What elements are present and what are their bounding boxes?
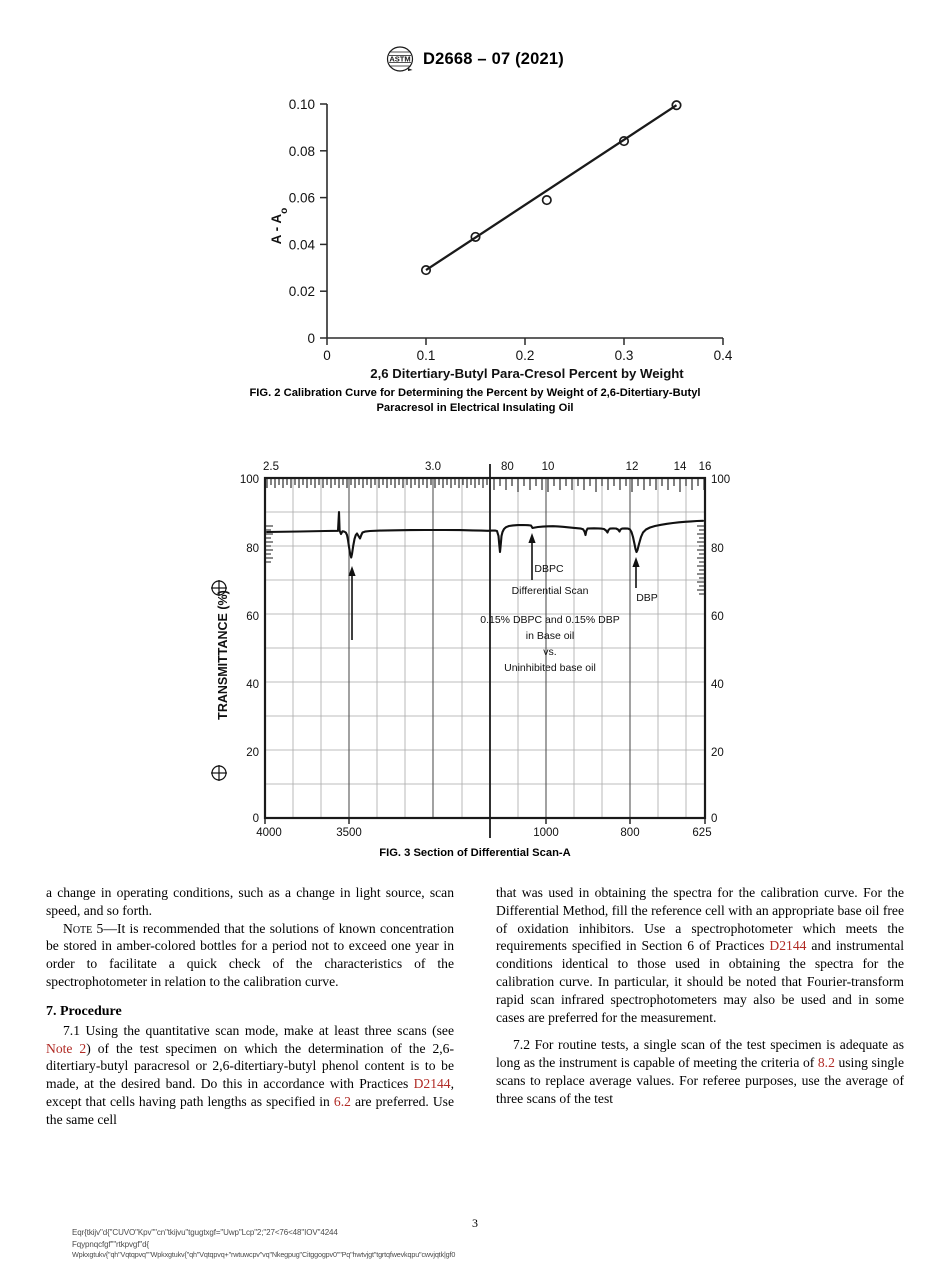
- registration-mark-bottom: [211, 765, 227, 781]
- figure-2-caption-line1: FIG. 2 Calibration Curve for Determining the Percent by Weight of 2,6-Ditertiary-Butyl: [249, 387, 701, 399]
- svg-text:2.5: 2.5: [263, 461, 279, 473]
- svg-text:3500: 3500: [336, 827, 362, 839]
- svg-text:10: 10: [541, 461, 555, 473]
- fig3-bottom-axis-labels: [256, 827, 711, 839]
- fig3-label-desc-1: 0.15% DBPC and 0.15% DBP: [480, 614, 620, 626]
- fig3-top-tick-ruler: [267, 478, 704, 492]
- p71-part-d: are preferred. Use the same cell: [46, 1093, 454, 1127]
- figure-3-svg: [205, 440, 745, 840]
- link-6-2[interactable]: 6.2: [333, 1093, 351, 1109]
- fig3-y-axis-title: TRANSMITTANCE (%): [216, 590, 230, 720]
- figure-2-calibration-curve: [0, 86, 950, 382]
- link-d2144[interactable]: D2144: [413, 1076, 451, 1092]
- svg-text:100: 100: [711, 474, 731, 486]
- fig3-label-dbpc: DBPC: [534, 563, 564, 575]
- svg-text:80: 80: [246, 543, 259, 555]
- paragraph-continuation: a change in operating conditions, such as a change in light source, scan speed, and so forth.: [46, 885, 454, 918]
- pr-part-b: and instrumental conditions identical to those used in obtaining the spectra for the calibration curve. In particular, it should be noted that Fourier-transform rapid scan infrared spectrophotometers may also be used and in some cases are preferred for the measurement.: [496, 938, 904, 1025]
- note-5-text: —It is recommended that the solutions of known concentration be stored in amber-colored bottles for a period not to exceed one year in order to facilitate a quick check of the characteristics of the spectrophotometer in relation to the calibration curve.: [46, 920, 454, 989]
- svg-text:0.1: 0.1: [416, 348, 436, 363]
- p71-part-b: ) of the test specimen on which the determination of the 2,6-ditertiary-butyl paracresol or 2,6-ditertiary-butyl phenol content is to be made, at the desired band. Do this in accordance with Practices: [46, 1040, 454, 1092]
- fig2-x-ticks: [327, 338, 723, 345]
- fig3-y-axis-labels-left: [240, 474, 259, 825]
- pr-part-a: that was used in obtaining the spectra for the calibration curve. For the Differential Method, fill the reference cell with an appropriate base oil free of oxidation inhibitors. Use a spectrophotometer which meets the requirements specified in Section 6 of Practices: [496, 885, 904, 954]
- figure-2-caption-line2: Paracresol in Electrical Insulating Oil: [376, 402, 574, 415]
- figure-2-caption: [175, 386, 775, 416]
- right-column: [496, 884, 904, 1129]
- fig2-x-axis-title: 2,6 Ditertiary-Butyl Para-Cresol Percent by Weight: [370, 366, 684, 381]
- p72-part-b: using single scans to replace average values. For referee purposes, use the average of three scans of the test: [496, 1055, 904, 1106]
- svg-text:0.06: 0.06: [288, 190, 315, 206]
- paragraph-7-1: [46, 1022, 454, 1129]
- link-note-2[interactable]: Note 2: [46, 1040, 87, 1056]
- svg-text:0.3: 0.3: [614, 348, 634, 363]
- svg-text:4000: 4000: [256, 827, 282, 839]
- svg-text:60: 60: [246, 611, 259, 623]
- svg-text:0.08: 0.08: [288, 143, 315, 159]
- fig3-spectrum-trace: [267, 512, 703, 558]
- svg-text:20: 20: [711, 747, 724, 759]
- fig2-y-axis-title: A - $A_o$: [269, 207, 290, 245]
- svg-text:0.2: 0.2: [515, 348, 535, 363]
- figure-3-caption: FIG. 3 Section of Differential Scan-A: [379, 847, 571, 859]
- link-8-2[interactable]: 8.2: [817, 1055, 835, 1071]
- svg-text:625: 625: [692, 827, 712, 839]
- svg-text:0.04: 0.04: [288, 237, 315, 253]
- p71-part-c: , except that cells having path lengths as specified in: [46, 1076, 454, 1109]
- page-number: 3: [472, 1216, 478, 1230]
- note-5: [46, 920, 454, 991]
- footer-line-2: Fqypnqcfgf""rtkpvgf"d{: [72, 1239, 150, 1249]
- footer-line-3: Wpkxgtukv{"qh"Vqtqpvq""Wpkxgtukv{"qh"Vqtqpvq+"rwtuwcpv"vq"Nkegpug"Citggogpv0""Pq"hwtvjgt"tgrtqfwevkqpu"cwvjqtk|gf0: [72, 1250, 456, 1260]
- svg-text:0: 0: [307, 331, 315, 346]
- fig3-label-differential-scan: Differential Scan: [511, 585, 589, 597]
- svg-text:0: 0: [323, 348, 331, 363]
- fig3-label-desc-2: in Base oil: [525, 630, 575, 642]
- svg-text:0.4: 0.4: [713, 348, 733, 363]
- page-header: [0, 46, 950, 72]
- fig2-fit-line: [426, 105, 677, 270]
- paragraph-7-2: [496, 1036, 904, 1107]
- svg-text:100: 100: [239, 474, 259, 486]
- fig3-label-dbp: DBP: [636, 592, 658, 604]
- svg-text:80: 80: [711, 543, 724, 555]
- note-5-label: Note 5: [63, 920, 104, 936]
- fig2-point-3: [543, 196, 551, 204]
- svg-text:14: 14: [673, 461, 687, 473]
- svg-text:0: 0: [252, 813, 259, 825]
- svg-text:80: 80: [501, 461, 514, 473]
- svg-text:800: 800: [620, 827, 640, 839]
- fig2-y-ticks: [320, 104, 327, 338]
- fig3-side-micro-ticks: [265, 526, 705, 594]
- svg-text:12: 12: [625, 461, 639, 473]
- p71-part-a: 7.1 Using the quantitative scan mode, make at least three scans (see: [63, 1022, 454, 1038]
- fig3-horizontal-gridlines: [265, 512, 705, 784]
- svg-text:16: 16: [698, 461, 712, 473]
- standard-designation: D2668 – 07 (2021): [423, 49, 564, 68]
- fig3-arrowhead-dbp: [632, 557, 639, 567]
- svg-text:0.02: 0.02: [288, 284, 315, 300]
- fig3-top-axis-labels: [263, 461, 711, 473]
- p72-part-a: 7.2 For routine tests, a single scan of the test specimen is adequate as long as the instrument is capable of meeting the criteria of: [496, 1037, 904, 1071]
- paragraph-continuation-right: [496, 884, 904, 1026]
- footer-line-1: Eqr{tkijv"d{"CUVO"Kpv""cn"tkijvu"tgugtxgf="Uwp"Lcp"2;"27<76<48"IOV"4244: [72, 1228, 338, 1237]
- link-d2144-right[interactable]: D2144: [769, 938, 807, 954]
- body-columns: [46, 884, 904, 1129]
- svg-text:ASTM: ASTM: [389, 54, 411, 64]
- section-heading-7-procedure: 7. Procedure: [46, 1003, 122, 1019]
- figure-3-differential-scan: [0, 440, 950, 840]
- left-column: [46, 884, 454, 1129]
- fig2-y-tick-labels: [289, 97, 316, 346]
- svg-text:40: 40: [711, 679, 724, 691]
- copyright-footer: [72, 1227, 455, 1261]
- fig2-point-5: [672, 101, 680, 109]
- svg-text:0: 0: [711, 813, 718, 825]
- svg-text:60: 60: [711, 611, 724, 623]
- fig3-y-axis-labels-right: [711, 474, 730, 825]
- figure-2-svg: [215, 86, 735, 382]
- svg-text:0.10: 0.10: [288, 97, 315, 112]
- fig3-arrowhead-dbpc: [528, 533, 535, 543]
- svg-text:20: 20: [246, 747, 259, 759]
- fig3-label-desc-4: Uninhibited base oil: [504, 662, 596, 674]
- astm-logo: [386, 46, 414, 72]
- svg-text:1000: 1000: [533, 827, 559, 839]
- svg-text:40: 40: [246, 679, 259, 691]
- fig2-x-tick-labels: [323, 348, 733, 363]
- fig3-label-desc-3: vs.: [543, 646, 557, 658]
- svg-text:3.0: 3.0: [425, 461, 441, 473]
